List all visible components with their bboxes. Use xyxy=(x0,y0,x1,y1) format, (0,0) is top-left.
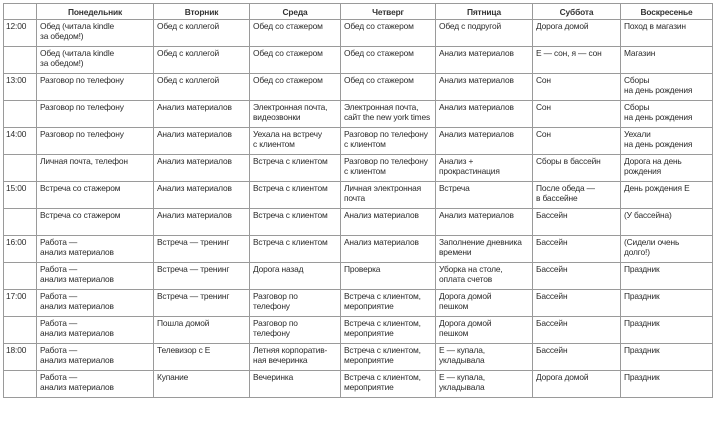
header-row xyxy=(4,4,713,20)
header-day: Пятница xyxy=(436,4,533,20)
activity-cell: Обед со стажером xyxy=(250,74,341,101)
activity-cell: Встреча с клиентом, мероприятие xyxy=(341,371,436,398)
table-row xyxy=(4,47,713,74)
activity-cell: Анализ материалов xyxy=(154,155,250,182)
activity-cell: Уехала на встречу с клиентом xyxy=(250,128,341,155)
activity-cell: Обед (читала kindle за обедом!) xyxy=(37,20,154,47)
activity-cell: Заполнение дневника времени xyxy=(436,236,533,263)
header-day: Понедельник xyxy=(37,4,154,20)
activity-cell: Обед со стажером xyxy=(341,20,436,47)
table-row xyxy=(4,317,713,344)
activity-cell: Личная почта, телефон xyxy=(37,155,154,182)
activity-cell: Уехали на день рождения xyxy=(621,128,713,155)
activity-cell: Дорога домой xyxy=(533,371,621,398)
activity-cell: Анализ материалов xyxy=(436,74,533,101)
activity-cell: Встреча — тренинг xyxy=(154,263,250,290)
time-cell xyxy=(4,155,37,182)
activity-cell: Телевизор с Е xyxy=(154,344,250,371)
header-time xyxy=(4,4,37,20)
activity-cell: Сон xyxy=(533,128,621,155)
time-cell: 16:00 xyxy=(4,236,37,263)
activity-cell: День рождения Е xyxy=(621,182,713,209)
activity-cell: Работа — анализ материалов xyxy=(37,317,154,344)
activity-cell: Сон xyxy=(533,74,621,101)
activity-cell: Анализ материалов xyxy=(154,101,250,128)
activity-cell: Уборка на столе, оплата счетов xyxy=(436,263,533,290)
activity-cell: Встреча с клиентом xyxy=(250,182,341,209)
time-cell xyxy=(4,263,37,290)
time-cell xyxy=(4,47,37,74)
activity-cell: Проверка xyxy=(341,263,436,290)
activity-cell: Работа — анализ материалов xyxy=(37,236,154,263)
activity-cell: Анализ материалов xyxy=(154,182,250,209)
activity-cell: Встреча с клиентом xyxy=(250,236,341,263)
activity-cell: Праздник xyxy=(621,371,713,398)
table-body xyxy=(4,20,713,398)
activity-cell: Бассейн xyxy=(533,209,621,236)
header-day: Четверг xyxy=(341,4,436,20)
table-row xyxy=(4,344,713,371)
activity-cell: Анализ материалов xyxy=(154,209,250,236)
activity-cell: Бассейн xyxy=(533,236,621,263)
table-row xyxy=(4,182,713,209)
activity-cell: Встреча с клиентом xyxy=(250,155,341,182)
activity-cell: Пошла домой xyxy=(154,317,250,344)
activity-cell: Разговор по телефону xyxy=(37,74,154,101)
activity-cell: Обед с коллегой xyxy=(154,74,250,101)
activity-cell: Бассейн xyxy=(533,290,621,317)
activity-cell: (Сидели очень долго!) xyxy=(621,236,713,263)
activity-cell: Встреча с клиентом xyxy=(250,209,341,236)
activity-cell: Разговор по телефону xyxy=(250,290,341,317)
activity-cell: Поход в магазин xyxy=(621,20,713,47)
activity-cell: Дорога домой xyxy=(533,20,621,47)
table-row xyxy=(4,74,713,101)
activity-cell: Дорога домой пешком xyxy=(436,317,533,344)
time-cell xyxy=(4,209,37,236)
activity-cell: Встреча с клиентом, мероприятие xyxy=(341,290,436,317)
time-diary-table xyxy=(3,3,713,398)
activity-cell: Встреча со стажером xyxy=(37,182,154,209)
activity-cell: Праздник xyxy=(621,263,713,290)
header-day: Вторник xyxy=(154,4,250,20)
time-cell: 18:00 xyxy=(4,344,37,371)
activity-cell: Сон xyxy=(533,101,621,128)
activity-cell: Разговор по телефону с клиентом xyxy=(341,128,436,155)
activity-cell: Встреча со стажером xyxy=(37,209,154,236)
time-cell: 17:00 xyxy=(4,290,37,317)
activity-cell: Разговор по телефону xyxy=(37,128,154,155)
activity-cell: Бассейн xyxy=(533,263,621,290)
activity-cell: Работа — анализ материалов xyxy=(37,290,154,317)
activity-cell: Обед со стажером xyxy=(341,74,436,101)
time-cell xyxy=(4,371,37,398)
activity-cell: Дорога домой пешком xyxy=(436,290,533,317)
table-row xyxy=(4,128,713,155)
table-row xyxy=(4,263,713,290)
activity-cell: Анализ материалов xyxy=(154,128,250,155)
table-row xyxy=(4,209,713,236)
activity-cell: Сборы на день рождения xyxy=(621,74,713,101)
activity-cell: Сборы в бассейн xyxy=(533,155,621,182)
activity-cell: Праздник xyxy=(621,317,713,344)
activity-cell: Праздник xyxy=(621,344,713,371)
activity-cell: После обеда — в бассейне xyxy=(533,182,621,209)
activity-cell: Встреча с клиентом, мероприятие xyxy=(341,344,436,371)
activity-cell: Е — купала, укладывала xyxy=(436,344,533,371)
activity-cell: Бассейн xyxy=(533,344,621,371)
time-cell xyxy=(4,101,37,128)
activity-cell: Е — сон, я — сон xyxy=(533,47,621,74)
time-cell: 13:00 xyxy=(4,74,37,101)
activity-cell: Встреча — тренинг xyxy=(154,236,250,263)
activity-cell: Обед с коллегой xyxy=(154,20,250,47)
activity-cell: Анализ материалов xyxy=(341,209,436,236)
table-row xyxy=(4,101,713,128)
activity-cell: Встреча xyxy=(436,182,533,209)
time-cell xyxy=(4,317,37,344)
table-row xyxy=(4,155,713,182)
time-diary-page xyxy=(3,3,712,433)
activity-cell: Дорога назад xyxy=(250,263,341,290)
header-day: Среда xyxy=(250,4,341,20)
activity-cell: Разговор по телефону xyxy=(250,317,341,344)
activity-cell: Работа — анализ материалов xyxy=(37,371,154,398)
activity-cell: Дорога на день рождения xyxy=(621,155,713,182)
activity-cell: Магазин xyxy=(621,47,713,74)
activity-cell: Электронная почта, видеозвонки xyxy=(250,101,341,128)
activity-cell: Сборы на день рождения xyxy=(621,101,713,128)
activity-cell: Встреча с клиентом, мероприятие xyxy=(341,317,436,344)
activity-cell: Праздник xyxy=(621,290,713,317)
header-day: Воскресенье xyxy=(621,4,713,20)
activity-cell: Анализ материалов xyxy=(436,101,533,128)
time-cell: 14:00 xyxy=(4,128,37,155)
activity-cell: (У бассейна) xyxy=(621,209,713,236)
time-cell: 12:00 xyxy=(4,20,37,47)
activity-cell: Бассейн xyxy=(533,317,621,344)
activity-cell: Обед со стажером xyxy=(250,20,341,47)
activity-cell: Разговор по телефону с клиентом xyxy=(341,155,436,182)
activity-cell: Обед со стажером xyxy=(250,47,341,74)
activity-cell: Летняя корпоратив- ная вечеринка xyxy=(250,344,341,371)
table-row xyxy=(4,20,713,47)
activity-cell: Личная электронная почта xyxy=(341,182,436,209)
activity-cell: Обед со стажером xyxy=(341,47,436,74)
activity-cell: Встреча — тренинг xyxy=(154,290,250,317)
activity-cell: Работа — анализ материалов xyxy=(37,263,154,290)
activity-cell: Разговор по телефону xyxy=(37,101,154,128)
table-row xyxy=(4,236,713,263)
activity-cell: Электронная почта, сайт the new york times xyxy=(341,101,436,128)
table-row xyxy=(4,371,713,398)
activity-cell: Анализ + прокрастинация xyxy=(436,155,533,182)
activity-cell: Купание xyxy=(154,371,250,398)
table-row xyxy=(4,290,713,317)
activity-cell: Анализ материалов xyxy=(436,209,533,236)
activity-cell: Анализ материалов xyxy=(436,47,533,74)
activity-cell: Е — купала, укладывала xyxy=(436,371,533,398)
activity-cell: Обед с коллегой xyxy=(154,47,250,74)
header-day: Суббота xyxy=(533,4,621,20)
activity-cell: Вечеринка xyxy=(250,371,341,398)
activity-cell: Обед (читала kindle за обедом!) xyxy=(37,47,154,74)
activity-cell: Обед с подругой xyxy=(436,20,533,47)
time-cell: 15:00 xyxy=(4,182,37,209)
activity-cell: Работа — анализ материалов xyxy=(37,344,154,371)
activity-cell: Анализ материалов xyxy=(341,236,436,263)
activity-cell: Анализ материалов xyxy=(436,128,533,155)
